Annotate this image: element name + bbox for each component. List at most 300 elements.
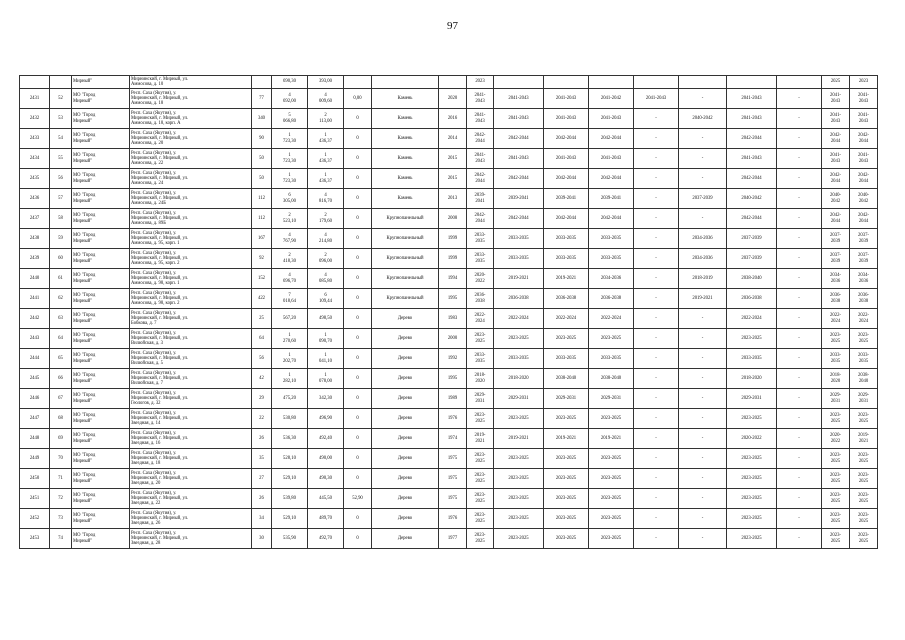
cell-c15 (634, 76, 679, 89)
cell-municipality: МО "Город Мирный" (72, 89, 130, 109)
cell-area-total: 530,80 (272, 409, 308, 429)
cell-c13: 2042-2044 (544, 129, 589, 149)
cell-c16 (679, 76, 727, 89)
table-row (20, 229, 878, 249)
cell-c18: - (777, 109, 822, 129)
cell-c12: 2023-2025 (494, 469, 544, 489)
cell-c18: - (777, 349, 822, 369)
cell-index: 2446 (20, 389, 50, 409)
table-body (20, 76, 878, 549)
cell-c8: 0 (344, 189, 372, 209)
cell-address: Респ. Саха (Якутия), у. Мирнинский, г. Мирный, ул. Звездная, д. 18 (130, 449, 252, 469)
cell-c11: 2023- 2025 (467, 529, 494, 549)
cell-municipality: МО "Город Мирный" (72, 169, 130, 189)
cell-area-living: 2 096,00 (308, 249, 344, 269)
cell-c15: - (634, 229, 679, 249)
cell-c20: 2029- 2031 (850, 389, 878, 409)
cell-year: 2015 (439, 149, 467, 169)
cell-index: 2451 (20, 489, 50, 509)
cell-c16: 2040-2042 (679, 109, 727, 129)
housing-register-table (19, 75, 878, 549)
cell-year: 1989 (439, 389, 467, 409)
cell-year: 2014 (439, 129, 467, 149)
cell-c8: 0 (344, 269, 372, 289)
cell-c8: 52,90 (344, 489, 372, 509)
cell-municipality: МО "Город Мирный" (72, 369, 130, 389)
cell-c14: 2023-2025 (589, 409, 634, 429)
cell-area-total: 690,30 (272, 76, 308, 89)
cell-wall: Камень (372, 129, 439, 149)
cell-c16: 2037-2039 (679, 189, 727, 209)
cell-local-index: 73 (50, 509, 72, 529)
cell-local-index: 58 (50, 209, 72, 229)
cell-c14: 2041-2043 (589, 149, 634, 169)
cell-local-index: 69 (50, 429, 72, 449)
cell-c8: 0 (344, 149, 372, 169)
cell-c20: 2023- 2025 (850, 329, 878, 349)
cell-year: 1976 (439, 509, 467, 529)
cell-c8: 0 (344, 209, 372, 229)
cell-area-living: 2 113,00 (308, 109, 344, 129)
cell-municipality: МО "Город Мирный" (72, 209, 130, 229)
cell-index: 2437 (20, 209, 50, 229)
cell-c17: 2018-2020 (727, 369, 777, 389)
cell-year: 2020 (439, 89, 467, 109)
cell-area-total: 529,10 (272, 469, 308, 489)
cell-c16: - (679, 329, 727, 349)
cell-c18: - (777, 309, 822, 329)
cell-c18: - (777, 149, 822, 169)
cell-c18: - (777, 429, 822, 449)
cell-municipality: МО "Город Мирный" (72, 409, 130, 429)
cell-flats: 25 (252, 309, 272, 329)
cell-c19: 2025 (822, 76, 850, 89)
cell-year: 2000 (439, 329, 467, 349)
cell-c20: 2023- 2025 (850, 529, 878, 549)
cell-c18: - (777, 269, 822, 289)
cell-local-index: 70 (50, 449, 72, 469)
cell-index: 2441 (20, 289, 50, 309)
cell-wall: Камень (372, 189, 439, 209)
cell-c16: - (679, 529, 727, 549)
cell-area-living: 2 179,60 (308, 209, 344, 229)
cell-flats: 30 (252, 529, 272, 549)
cell-c12: 2042-2044 (494, 129, 544, 149)
cell-c12: 2039-2041 (494, 189, 544, 209)
cell-c13: 2038-2040 (544, 369, 589, 389)
cell-area-living: 1 078,00 (308, 369, 344, 389)
cell-area-total: 6 305,00 (272, 189, 308, 209)
cell-c12: 2029-2031 (494, 389, 544, 409)
cell-c13: 2023-2025 (544, 329, 589, 349)
cell-c11: 2033- 2035 (467, 249, 494, 269)
cell-c17: 2023-2025 (727, 469, 777, 489)
cell-c17: 2023-2025 (727, 509, 777, 529)
cell-year: 1977 (439, 529, 467, 549)
cell-c12: 2041-2043 (494, 109, 544, 129)
cell-c11: 2023- 2025 (467, 329, 494, 349)
cell-c15: - (634, 369, 679, 389)
cell-c15: - (634, 309, 679, 329)
cell-municipality: МО "Город Мирный" (72, 489, 130, 509)
cell-municipality: МО "Город Мирный" (72, 229, 130, 249)
cell-c13: 2023-2025 (544, 449, 589, 469)
cell-c20: 2040- 2042 (850, 189, 878, 209)
cell-flats: 50 (252, 169, 272, 189)
cell-c8: 0 (344, 109, 372, 129)
cell-c17: 2023-2025 (727, 409, 777, 429)
cell-c15: - (634, 449, 679, 469)
cell-c14: 2023-2025 (589, 529, 634, 549)
cell-c14: 2033-2035 (589, 349, 634, 369)
cell-flats: 167 (252, 229, 272, 249)
cell-c8: 0 (344, 389, 372, 409)
cell-wall: Дерево (372, 469, 439, 489)
cell-municipality: МО "Город Мирный" (72, 129, 130, 149)
cell-wall: Дерево (372, 529, 439, 549)
cell-c12: 2023-2025 (494, 409, 544, 429)
cell-flats: 152 (252, 269, 272, 289)
cell-index: 2447 (20, 409, 50, 429)
cell-c19: 2041- 2043 (822, 89, 850, 109)
cell-c20: 2022- 2024 (850, 309, 878, 329)
cell-local-index: 57 (50, 189, 72, 209)
cell-c14: 2041-2043 (589, 109, 634, 129)
cell-c12: 2023-2025 (494, 329, 544, 349)
cell-c11: 2020- 2022 (467, 269, 494, 289)
cell-index: 2449 (20, 449, 50, 469)
table-row (20, 269, 878, 289)
cell-c11: 2042- 2044 (467, 169, 494, 189)
cell-c12: 2023-2025 (494, 449, 544, 469)
cell-area-total: 2 418,30 (272, 249, 308, 269)
cell-address: Респ. Саха (Якутия), у. Мирнинский, г. Мирный, ул. Звездная, д. 16 (130, 429, 252, 449)
cell-c18: - (777, 209, 822, 229)
cell-wall (372, 76, 439, 89)
cell-local-index: 74 (50, 529, 72, 549)
cell-year: 1975 (439, 489, 467, 509)
cell-c15: - (634, 409, 679, 429)
cell-c14: 2041-2042 (589, 89, 634, 109)
cell-c13: 2039-2041 (544, 189, 589, 209)
cell-wall: Камень (372, 169, 439, 189)
cell-c19: 2042- 2044 (822, 209, 850, 229)
cell-flats: 27 (252, 469, 272, 489)
cell-c20: 2042- 2044 (850, 209, 878, 229)
cell-c14: 2029-2031 (589, 389, 634, 409)
cell-address: Респ. Саха (Якутия), у. Мирнинский, г. Мирный, ул. Звездная, д. 26 (130, 509, 252, 529)
cell-flats: 422 (252, 289, 272, 309)
cell-c14: 2042-2044 (589, 169, 634, 189)
cell-c12: 2036-2038 (494, 289, 544, 309)
cell-address: Респ. Саха (Якутия), у. Мирнинский, г. Мирный, ул. Вилюйская, д. 7 (130, 369, 252, 389)
cell-c16: - (679, 369, 727, 389)
cell-municipality: МО "Город Мирный" (72, 109, 130, 129)
cell-flats: 340 (252, 109, 272, 129)
cell-c15: - (634, 149, 679, 169)
cell-c8: 0 (344, 449, 372, 469)
cell-c14: 2023-2025 (589, 509, 634, 529)
cell-c11: 2033- 2035 (467, 349, 494, 369)
cell-wall: Дерево (372, 449, 439, 469)
cell-flats: 77 (252, 89, 272, 109)
table-row (20, 469, 878, 489)
cell-c20: 2041- 2043 (850, 149, 878, 169)
cell-c12: 2033-2035 (494, 349, 544, 369)
cell-wall: Камень (372, 109, 439, 129)
cell-c19: 2042- 2044 (822, 129, 850, 149)
cell-index: 2448 (20, 429, 50, 449)
cell-index: 2436 (20, 189, 50, 209)
cell-flats: 29 (252, 389, 272, 409)
cell-c17 (727, 76, 777, 89)
cell-c13: 2036-2038 (544, 289, 589, 309)
cell-c16: 2034-2036 (679, 249, 727, 269)
cell-year: 1995 (439, 289, 467, 309)
cell-c18: - (777, 449, 822, 469)
cell-local-index: 66 (50, 369, 72, 389)
cell-c13: 2041-2043 (544, 89, 589, 109)
cell-c14: 2034-2036 (589, 269, 634, 289)
cell-c12: 2041-2043 (494, 89, 544, 109)
cell-index: 2438 (20, 229, 50, 249)
cell-local-index: 64 (50, 329, 72, 349)
cell-c20: 2042- 2044 (850, 129, 878, 149)
cell-local-index: 52 (50, 89, 72, 109)
cell-c17: 2041-2043 (727, 89, 777, 109)
cell-area-living: 498,50 (308, 309, 344, 329)
cell-wall: Дерево (372, 509, 439, 529)
cell-area-total: 5 066,80 (272, 109, 308, 129)
cell-c18: - (777, 409, 822, 429)
cell-c13: 2023-2025 (544, 489, 589, 509)
cell-c20: 2023- 2025 (850, 489, 878, 509)
cell-c11: 2039- 2041 (467, 189, 494, 209)
cell-c13: 2023-2025 (544, 469, 589, 489)
cell-c13 (544, 76, 589, 89)
table-row (20, 189, 878, 209)
cell-c14: 2039-2041 (589, 189, 634, 209)
cell-municipality: МО "Город Мирный" (72, 389, 130, 409)
cell-c14: 2023-2025 (589, 469, 634, 489)
cell-local-index (50, 76, 72, 89)
cell-c19: 2034- 2036 (822, 269, 850, 289)
table-row (20, 129, 878, 149)
cell-c19: 2023- 2025 (822, 469, 850, 489)
cell-c11: 2033- 2035 (467, 229, 494, 249)
cell-c16: - (679, 469, 727, 489)
cell-c16: 2018-2019 (679, 269, 727, 289)
cell-c8: 0 (344, 129, 372, 149)
cell-c17: 2023-2025 (727, 529, 777, 549)
cell-c13: 2033-2035 (544, 249, 589, 269)
cell-c18: - (777, 469, 822, 489)
cell-c16: - (679, 149, 727, 169)
cell-c16: - (679, 429, 727, 449)
cell-wall: Дерево (372, 349, 439, 369)
cell-c12: 2019-2021 (494, 429, 544, 449)
cell-address: Респ. Саха (Якутия), у. Мирнинский, г. Мирный, ул. Вилюйская, д. 5 (130, 349, 252, 369)
cell-flats: 90 (252, 129, 272, 149)
cell-c17: 2033-2035 (727, 349, 777, 369)
cell-municipality: МО "Город Мирный" (72, 429, 130, 449)
cell-address: Респ. Саха (Якутия), у. Мирнинский, г. Мирный, ул. Бобкова, д. 7 (130, 309, 252, 329)
cell-c11: 2019- 2021 (467, 429, 494, 449)
cell-wall: Крупнопанельный (372, 269, 439, 289)
cell-year: 1976 (439, 409, 467, 429)
cell-c12: 2042-2044 (494, 169, 544, 189)
cell-wall: Дерево (372, 409, 439, 429)
cell-c11: 2023- 2025 (467, 469, 494, 489)
cell-address: Респ. Саха (Якутия), у. Мирнинский, г. Мирный, ул. Аммосова, д. 89Б (130, 209, 252, 229)
cell-address: Респ. Саха (Якутия), у. Мирнинский, г. Мирный, ул. Аммосова, д. 22 (130, 149, 252, 169)
cell-area-living: 445,50 (308, 489, 344, 509)
cell-c18: - (777, 389, 822, 409)
cell-c11: 2022- 2024 (467, 309, 494, 329)
cell-address: Респ. Саха (Якутия), у. Мирнинский, г. Мирный, ул. Звездная, д. 28 (130, 529, 252, 549)
cell-wall: Камень (372, 149, 439, 169)
cell-c15: - (634, 489, 679, 509)
cell-wall: Камень (372, 89, 439, 109)
cell-c16: 2034-2036 (679, 229, 727, 249)
cell-c15: 2041-2043 (634, 89, 679, 109)
cell-c8: 0 (344, 429, 372, 449)
table-row (20, 389, 878, 409)
cell-c13: 2019-2021 (544, 429, 589, 449)
cell-flats (252, 76, 272, 89)
cell-c20: 2036- 2038 (850, 289, 878, 309)
cell-c19: 2023- 2025 (822, 489, 850, 509)
cell-index: 2453 (20, 529, 50, 549)
cell-c8: 0 (344, 529, 372, 549)
cell-index: 2450 (20, 469, 50, 489)
cell-c18: - (777, 329, 822, 349)
cell-c11: 2041- 2043 (467, 109, 494, 129)
cell-local-index: 61 (50, 269, 72, 289)
table-row (20, 309, 878, 329)
cell-municipality: МО "Город Мирный" (72, 529, 130, 549)
cell-local-index: 53 (50, 109, 72, 129)
cell-c8: 0 (344, 309, 372, 329)
cell-municipality: МО "Город Мирный" (72, 469, 130, 489)
cell-area-living: 496,90 (308, 409, 344, 429)
cell-c19: 2020- 2022 (822, 429, 850, 449)
cell-c19: 2023- 2025 (822, 529, 850, 549)
cell-c16: - (679, 309, 727, 329)
cell-index: 2440 (20, 269, 50, 289)
cell-local-index: 63 (50, 309, 72, 329)
cell-c19: 2023- 2025 (822, 509, 850, 529)
cell-c13: 2041-2043 (544, 149, 589, 169)
cell-c15: - (634, 269, 679, 289)
cell-c17: 2036-2038 (727, 289, 777, 309)
cell-address: Респ. Саха (Якутия), у. Мирнинский, г. Мирный, ул. Аммосова, д. 18 (130, 89, 252, 109)
cell-c20: 2023- 2025 (850, 449, 878, 469)
cell-wall: Дерево (372, 429, 439, 449)
table-row (20, 349, 878, 369)
cell-c11: 2041- 2043 (467, 149, 494, 169)
cell-c13: 2029-2031 (544, 389, 589, 409)
cell-area-living: 490,00 (308, 449, 344, 469)
table-row (20, 509, 878, 529)
cell-address: Респ. Саха (Якутия), у. Мирнинский, г. Мирный, ул. Аммосова, д. 95, корп. 1 (130, 229, 252, 249)
cell-flats: 56 (252, 349, 272, 369)
cell-index: 2431 (20, 89, 50, 109)
cell-index: 2443 (20, 329, 50, 349)
cell-c20: 2042- 2044 (850, 169, 878, 189)
cell-local-index: 54 (50, 129, 72, 149)
cell-c18: - (777, 189, 822, 209)
cell-c15: - (634, 529, 679, 549)
cell-area-living: 490,30 (308, 469, 344, 489)
cell-flats: 26 (252, 429, 272, 449)
cell-c14: 2023-2025 (589, 489, 634, 509)
cell-c14: 2033-2035 (589, 249, 634, 269)
cell-c19: 2022- 2024 (822, 309, 850, 329)
cell-area-total: 1 202,70 (272, 349, 308, 369)
cell-c14: 2023-2025 (589, 329, 634, 349)
cell-address: Мирнинский, г. Мирный, ул. Аммосова, д. 10 (130, 76, 252, 89)
cell-c11: 2018- 2020 (467, 369, 494, 389)
cell-c8: 0 (344, 409, 372, 429)
cell-c16: - (679, 509, 727, 529)
cell-c20: 2037- 2039 (850, 249, 878, 269)
cell-index (20, 76, 50, 89)
cell-flats: 112 (252, 209, 272, 229)
cell-index: 2444 (20, 349, 50, 369)
cell-flats: 42 (252, 369, 272, 389)
cell-c17: 2038-2040 (727, 269, 777, 289)
cell-c20: 2033- 2035 (850, 349, 878, 369)
cell-c15: - (634, 509, 679, 529)
cell-c12: 2033-2035 (494, 249, 544, 269)
cell-c14: 2033-2035 (589, 229, 634, 249)
cell-c17: 2022-2024 (727, 309, 777, 329)
cell-c16: 2019-2021 (679, 289, 727, 309)
table-row (20, 489, 878, 509)
cell-c20: 2041- 2043 (850, 89, 878, 109)
cell-c20: 2038- 2040 (850, 369, 878, 389)
cell-c17: 2042-2044 (727, 209, 777, 229)
cell-area-living: 1 436,37 (308, 129, 344, 149)
cell-wall: Крупнопанельный (372, 209, 439, 229)
cell-c18: - (777, 229, 822, 249)
cell-wall: Дерево (372, 309, 439, 329)
cell-year: 1999 (439, 229, 467, 249)
cell-area-living: 393,00 (308, 76, 344, 89)
cell-year: 2015 (439, 169, 467, 189)
cell-index: 2439 (20, 249, 50, 269)
cell-c11: 2023 (467, 76, 494, 89)
table-row (20, 529, 878, 549)
cell-c13: 2033-2035 (544, 349, 589, 369)
cell-c11: 2023- 2025 (467, 409, 494, 429)
cell-c14: 2042-2044 (589, 129, 634, 149)
cell-c18: - (777, 249, 822, 269)
cell-index: 2433 (20, 129, 50, 149)
cell-c16: - (679, 449, 727, 469)
cell-area-living: 1 436,37 (308, 149, 344, 169)
cell-c8: 0 (344, 229, 372, 249)
cell-c8: 0 (344, 329, 372, 349)
cell-c15: - (634, 289, 679, 309)
cell-c8: 0 (344, 289, 372, 309)
cell-c11: 2023- 2025 (467, 509, 494, 529)
cell-year: 2016 (439, 109, 467, 129)
cell-area-living: 1 041,10 (308, 349, 344, 369)
table-row (20, 109, 878, 129)
cell-c12: 2022-2024 (494, 309, 544, 329)
